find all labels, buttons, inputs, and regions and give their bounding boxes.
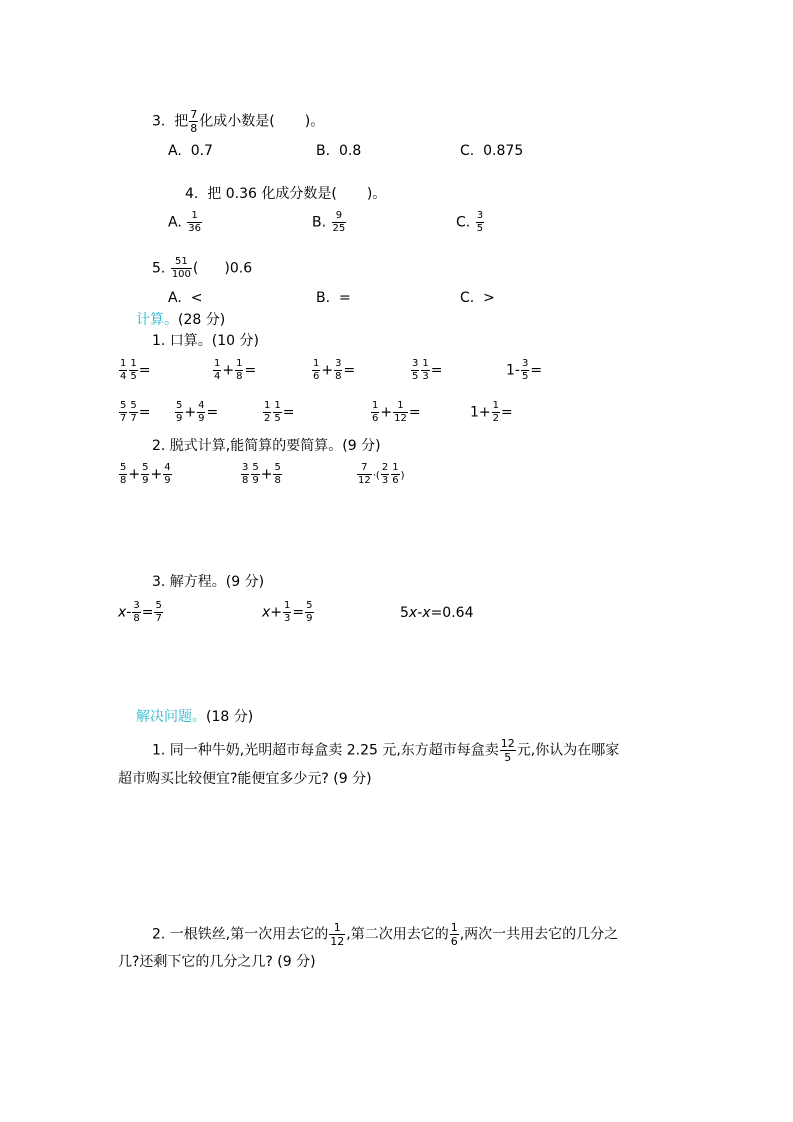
equation: 5x-x=0.64 [400, 605, 474, 621]
expr: $\frac{5}{9}$ + $\frac{4}{9}$ = [176, 400, 219, 424]
option-a[interactable]: A. $\frac{1}{36}$ [168, 210, 201, 234]
expr: $\frac{1}{4}$ + $\frac{1}{8}$ = [214, 358, 257, 382]
fraction: $\frac{7}{8}$ [190, 108, 198, 135]
expr: $\frac{5}{7}$ $\frac{5}{7}$ = [120, 400, 151, 424]
expr: $\frac{5}{8}$ + $\frac{5}{9}$ + $\frac{4}{9}$ [120, 462, 171, 486]
section-title-calc: 计算。(28 分) [136, 312, 226, 328]
section-title-solve: 解决问题。(18 分) [136, 709, 254, 725]
fraction: $\frac{1}{6}$ [450, 921, 458, 948]
option-a[interactable]: A. 0.7 [168, 143, 213, 159]
option-c[interactable]: C. 0.875 [460, 143, 524, 159]
question-5: 5. $\frac{51}{100}$ ( )0.6 [152, 256, 253, 280]
expr: $\frac{3}{5}$ $\frac{1}{3}$ = [412, 358, 443, 382]
calc-part-1-title: 1. 口算。(10 分) [152, 333, 259, 349]
expr: 1+ $\frac{1}{2}$ = [470, 400, 513, 424]
fraction: $\frac{3}{5}$ [476, 210, 484, 234]
calc-part-2-title: 2. 脱式计算,能简算的要简算。(9 分) [152, 438, 381, 454]
option-c[interactable]: C. > [460, 290, 495, 306]
equation: x- $\frac{3}{8}$ = $\frac{5}{7}$ [118, 600, 162, 624]
fraction: $\frac{9}{25}$ [332, 210, 346, 234]
problem-2-line-2: 几?还剩下它的几分之几? (9 分) [118, 954, 316, 970]
problem-1-line-1: 1. 同一种牛奶,光明超市每盒卖 2.25 元,东方超市每盒卖 $\frac{12}{5}$ 元,你认为在哪家 [152, 737, 620, 764]
expr: $\frac{1}{2}$ $\frac{1}{5}$ = [264, 400, 295, 424]
expr: $\frac{1}{6}$ + $\frac{3}{8}$ = [313, 358, 356, 382]
calc-part-3-title: 3. 解方程。(9 分) [152, 574, 265, 590]
equation: x+ $\frac{1}{3}$ = $\frac{5}{9}$ [262, 600, 313, 624]
expr: $\frac{7}{12}$ ·( $\frac{2}{3}$ $\frac{1}{6}$ ) [358, 462, 405, 486]
option-b[interactable]: B. = [316, 290, 351, 306]
option-b[interactable]: B. $\frac{9}{25}$ [312, 210, 346, 234]
fraction: $\frac{51}{100}$ [171, 256, 191, 280]
problem-1-line-2: 超市购买比较便宜?能便宜多少元? (9 分) [118, 771, 372, 787]
fraction: $\frac{1}{36}$ [188, 210, 201, 234]
expr: $\frac{1}{6}$ + $\frac{1}{12}$ = [372, 400, 421, 424]
fraction: $\frac{12}{5}$ [500, 737, 515, 764]
option-b[interactable]: B. 0.8 [316, 143, 362, 159]
expr: 1- $\frac{3}{5}$ = [506, 358, 543, 382]
question-3: 3. 把 $\frac{7}{8}$ 化成小数是( )。 [152, 108, 325, 135]
question-4: 4. 把 0.36 化成分数是( )。 [185, 186, 387, 202]
problem-2-line-1: 2. 一根铁丝,第一次用去它的 $\frac{1}{12}$ ,第二次用去它的 $\frac{1}{6}$ ,两次一共用去它的几分之 [152, 921, 619, 948]
expr: $\frac{3}{8}$ $\frac{5}{9}$ + $\frac{5}{8}$ [242, 462, 281, 486]
fraction: $\frac{1}{12}$ [330, 921, 345, 948]
option-c[interactable]: C. $\frac{3}{5}$ [456, 210, 484, 234]
expr: $\frac{1}{4}$ $\frac{1}{5}$ = [120, 358, 151, 382]
option-a[interactable]: A. < [168, 290, 203, 306]
